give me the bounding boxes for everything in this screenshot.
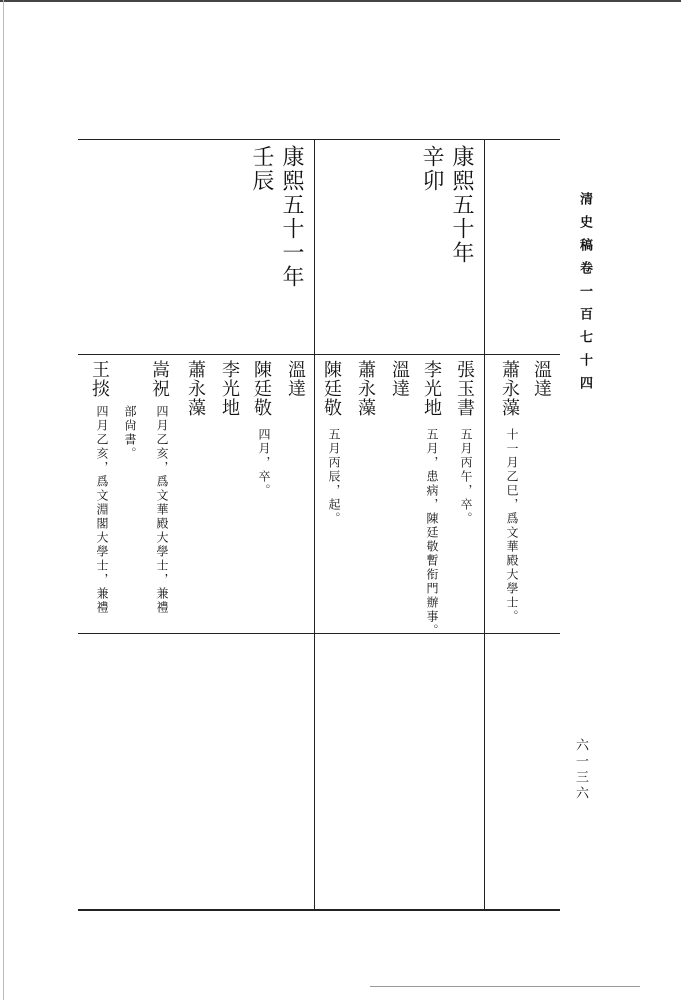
appointment-note: 四月乙亥，爲文華殿大學士，兼禮: [155, 405, 169, 615]
appointment-note: 十一月乙巳，爲文華殿大學士。: [505, 428, 519, 624]
official-name: 李光地: [219, 360, 240, 417]
appointment-note-continued: 部尙書。: [123, 405, 137, 461]
appointment-note: 五月，患病，陳廷敬暫衔門辦事。: [425, 428, 439, 638]
official-name: 溫達: [531, 360, 552, 398]
official-name: 蕭永藻: [499, 360, 520, 417]
page-top-edge: [0, 0, 681, 2]
official-name: 陳廷敬: [251, 360, 272, 417]
official-name: 溫達: [285, 360, 306, 398]
year-ganzhi-1711: 辛卯: [419, 145, 444, 193]
appointment-note: 五月丙辰，起。: [327, 428, 341, 526]
appointment-note: 四月，卒。: [257, 428, 271, 498]
official-name: 王掞: [89, 360, 110, 398]
book-title: 清史稿卷一百七十四: [577, 192, 592, 399]
official-name: 溫達: [389, 360, 410, 398]
official-name: 陳廷敬: [321, 360, 342, 417]
table-top-rule: [78, 139, 560, 140]
official-name: 李光地: [421, 360, 442, 417]
header-divider: [78, 354, 560, 355]
column-divider-2: [314, 139, 315, 909]
entries-divider: [78, 633, 560, 634]
page-left-edge: [3, 0, 4, 1000]
year-era-1712: 康熙五十一年: [279, 145, 304, 289]
official-name: 蕭永藻: [355, 360, 376, 417]
year-ganzhi-1712: 壬辰: [249, 145, 274, 193]
year-era-1711: 康熙五十年: [449, 145, 474, 265]
official-name: 蕭永藻: [185, 360, 206, 417]
appointment-note: 四月乙亥，爲文淵閣大學士，兼禮: [95, 405, 109, 615]
scan-artifact: [370, 986, 640, 987]
appointment-note: 五月丙午，卒。: [459, 428, 473, 526]
column-divider-1: [484, 139, 485, 909]
page-number: 六一三六: [573, 738, 588, 802]
table-bottom-rule: [78, 909, 560, 911]
official-name: 張玉書: [454, 360, 475, 417]
official-name: 嵩祝: [149, 360, 170, 398]
